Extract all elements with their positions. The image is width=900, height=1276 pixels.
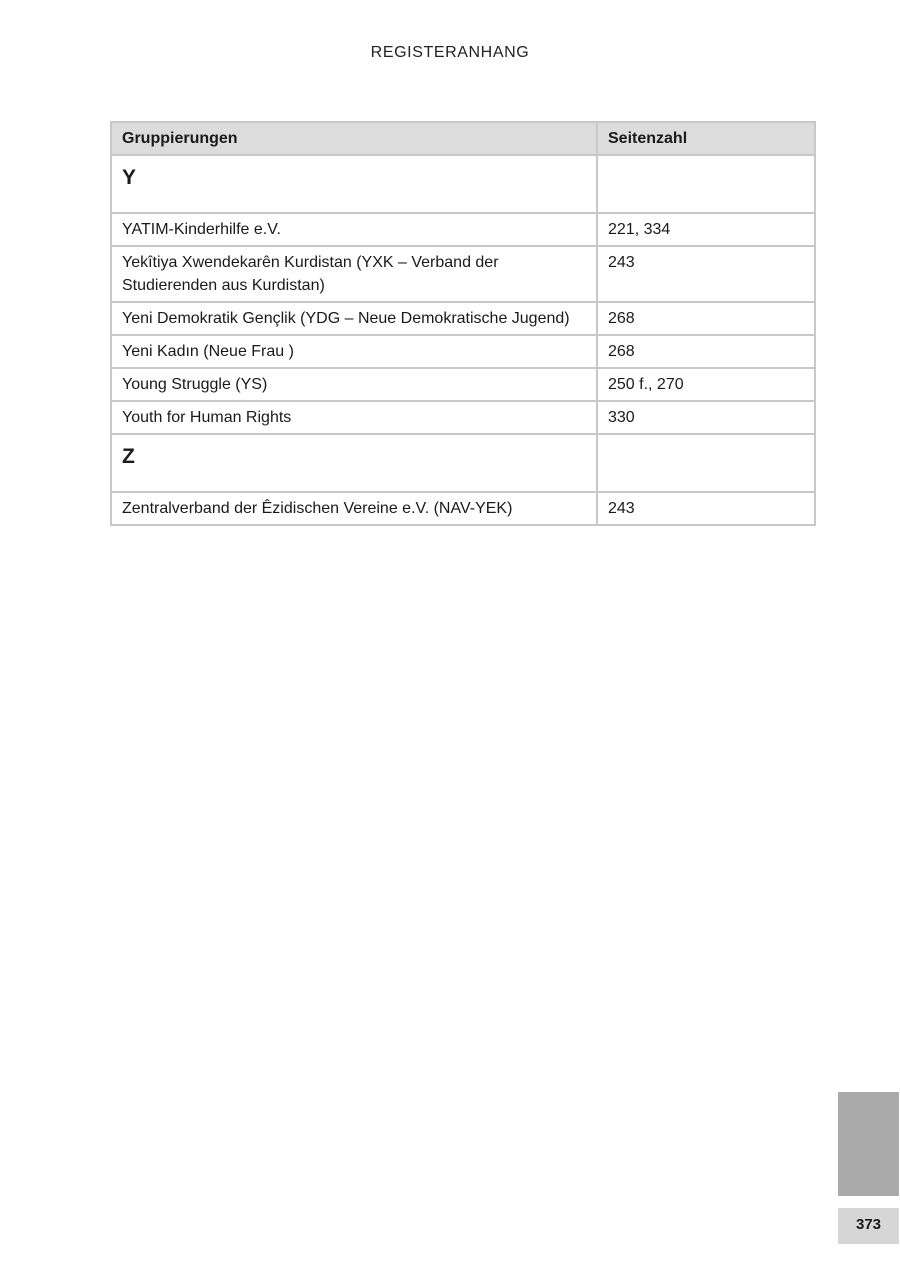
section-letter: Y <box>111 155 597 213</box>
group-name: Zentralverband der Êzidischen Vereine e.V. (NAV-YEK) <box>111 492 597 525</box>
group-name: Yeni Demokratik Gençlik (YDG – Neue Demokratische Jugend) <box>111 302 597 335</box>
running-head: REGISTERANHANG <box>370 44 530 61</box>
thumb-index-tab <box>838 1092 899 1196</box>
empty-cell <box>597 434 815 492</box>
table-row <box>111 213 815 246</box>
page-refs: 250 f., 270 <box>597 368 815 401</box>
section-letter-row <box>111 434 815 492</box>
table-row <box>111 368 815 401</box>
table-row <box>111 335 815 368</box>
page-refs: 221, 334 <box>597 213 815 246</box>
page-refs: 243 <box>597 246 815 302</box>
table-row <box>111 246 815 302</box>
group-name: Young Struggle (YS) <box>111 368 597 401</box>
column-header-groups: Gruppierungen <box>111 122 597 155</box>
page-refs: 330 <box>597 401 815 434</box>
group-name: Yeni Kadın (Neue Frau ) <box>111 335 597 368</box>
section-letter: Z <box>111 434 597 492</box>
column-header-pages: Seitenzahl <box>597 122 815 155</box>
table-row <box>111 401 815 434</box>
page-refs: 243 <box>597 492 815 525</box>
page-number: 373 <box>838 1208 899 1244</box>
group-name: Youth for Human Rights <box>111 401 597 434</box>
page-refs: 268 <box>597 335 815 368</box>
table-row <box>111 302 815 335</box>
group-name: YATIM-Kinderhilfe e.V. <box>111 213 597 246</box>
page-refs: 268 <box>597 302 815 335</box>
group-name: Yekîtiya Xwendekarên Kurdistan (YXK – Verband der Studierenden aus Kurdistan) <box>111 246 597 302</box>
register-table <box>110 121 816 526</box>
table-row <box>111 492 815 525</box>
empty-cell <box>597 155 815 213</box>
section-letter-row <box>111 155 815 213</box>
table-header-row <box>111 122 815 155</box>
